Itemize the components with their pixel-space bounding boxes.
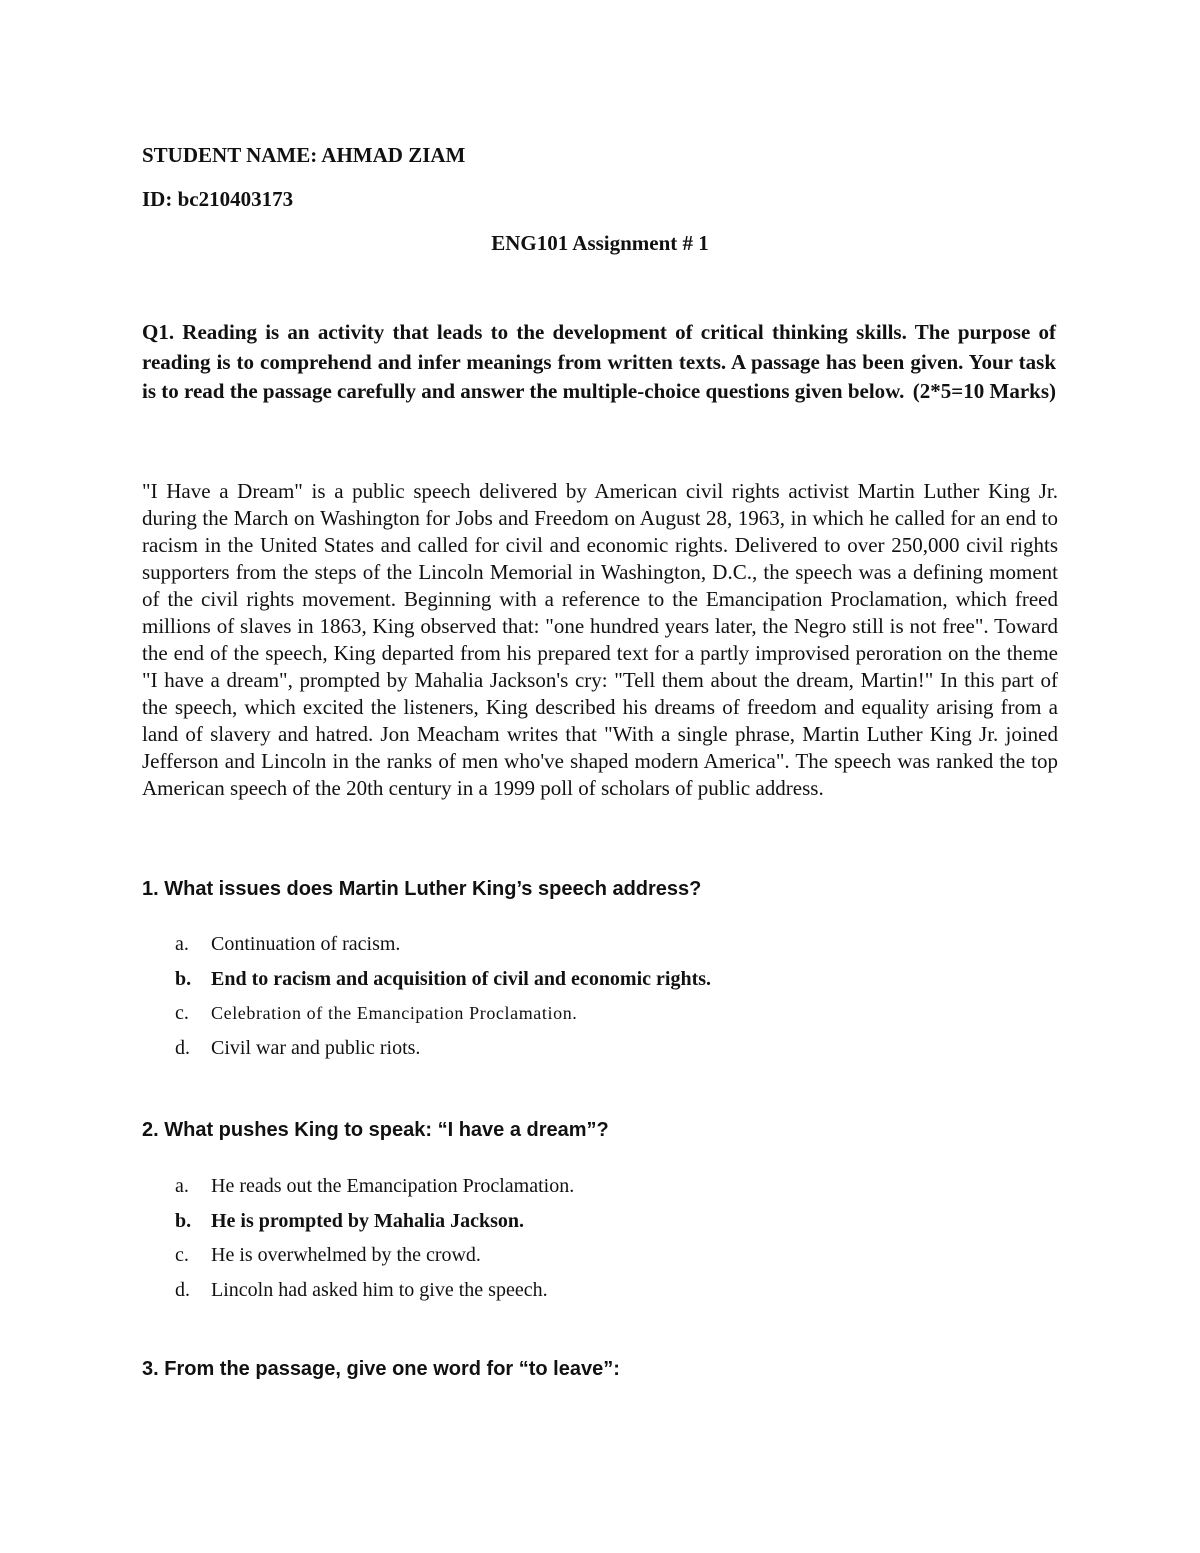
question-2-options bbox=[142, 1175, 1042, 1313]
marks-label: (2*5=10 Marks) bbox=[912, 379, 1056, 403]
question-2-title: 2. What pushes King to speak: “I have a dream”? bbox=[142, 1119, 609, 1141]
option-2b bbox=[142, 1210, 1042, 1245]
option-1c bbox=[142, 1002, 1042, 1037]
option-text: He reads out the Emancipation Proclamation. bbox=[211, 1175, 575, 1197]
option-1a bbox=[142, 933, 1042, 968]
option-text: Celebration of the Emancipation Proclamation. bbox=[211, 1003, 578, 1023]
option-2a bbox=[142, 1175, 1042, 1210]
option-2c bbox=[142, 1244, 1042, 1279]
option-letter: c. bbox=[175, 1244, 189, 1266]
assignment-title: ENG101 Assignment # 1 bbox=[491, 231, 709, 255]
option-letter: a. bbox=[175, 933, 189, 955]
option-text: Lincoln had asked him to give the speech. bbox=[211, 1278, 548, 1301]
option-letter: d. bbox=[175, 1278, 190, 1301]
option-text: Continuation of racism. bbox=[211, 933, 401, 955]
option-text: End to racism and acquisition of civil and economic rights. bbox=[211, 967, 712, 990]
reading-passage: "I Have a Dream" is a public speech delivered by American civil rights activist Martin Luther King Jr. during the March on Washington for Jobs and Freedom on August 28, 1963, in which he called for an end to racism in the United States and called for civil and economic rights. Delivered to over 250,000 civil rights supporters from the steps of the Lincoln Memorial in Washington, D.C., the speech was a defining moment of the civil rights movement. Beginning with a reference to the Emancipation Proclamation, which freed millions of slaves in 1863, King observed that: "one hundred years later, the Negro still is not free". Toward the end of the speech, King departed from his prepared text for a partly improvised peroration on the theme "I have a dream", prompted by Mahalia Jackson's cry: "Tell them about the dream, Martin!" In this part of the speech, which excited the listeners, King described his dreams of freedom and equality arising from a land of slavery and hatred. Jon Meacham writes that "With a single phrase, Martin Luther King Jr. joined Jefferson and Lincoln in the ranks of men who've shaped modern America". The speech was ranked the top American speech of the 20th century in a 1999 poll of scholars of public address. bbox=[142, 479, 1058, 800]
question-1-options bbox=[142, 933, 1042, 1071]
option-text: He is overwhelmed by the crowd. bbox=[211, 1244, 481, 1266]
student-id: ID: bc210403173 bbox=[142, 187, 294, 211]
option-letter: b. bbox=[175, 1209, 192, 1232]
option-letter: d. bbox=[175, 1036, 190, 1059]
option-letter: b. bbox=[175, 967, 192, 990]
option-text: Civil war and public riots. bbox=[211, 1036, 421, 1059]
question-intro bbox=[142, 318, 1056, 407]
question-1-title: 1. What issues does Martin Luther King’s speech address? bbox=[142, 878, 702, 900]
question-intro-text: Q1. Reading is an activity that leads to the development of critical thinking skills. The purpose of reading is to comprehend and infer meanings from written texts. A passage has been given. Your task is to read the passage carefully and answer the multiple-choice questions given below. bbox=[142, 320, 1056, 403]
student-name: STUDENT NAME: AHMAD ZIAM bbox=[142, 143, 466, 167]
option-letter: c. bbox=[175, 1002, 189, 1024]
option-1b bbox=[142, 968, 1042, 1003]
option-1d bbox=[142, 1037, 1042, 1072]
option-letter: a. bbox=[175, 1175, 189, 1197]
option-text: He is prompted by Mahalia Jackson. bbox=[211, 1209, 524, 1232]
question-3-title: 3. From the passage, give one word for “to leave”: bbox=[142, 1358, 620, 1380]
option-2d bbox=[142, 1279, 1042, 1314]
